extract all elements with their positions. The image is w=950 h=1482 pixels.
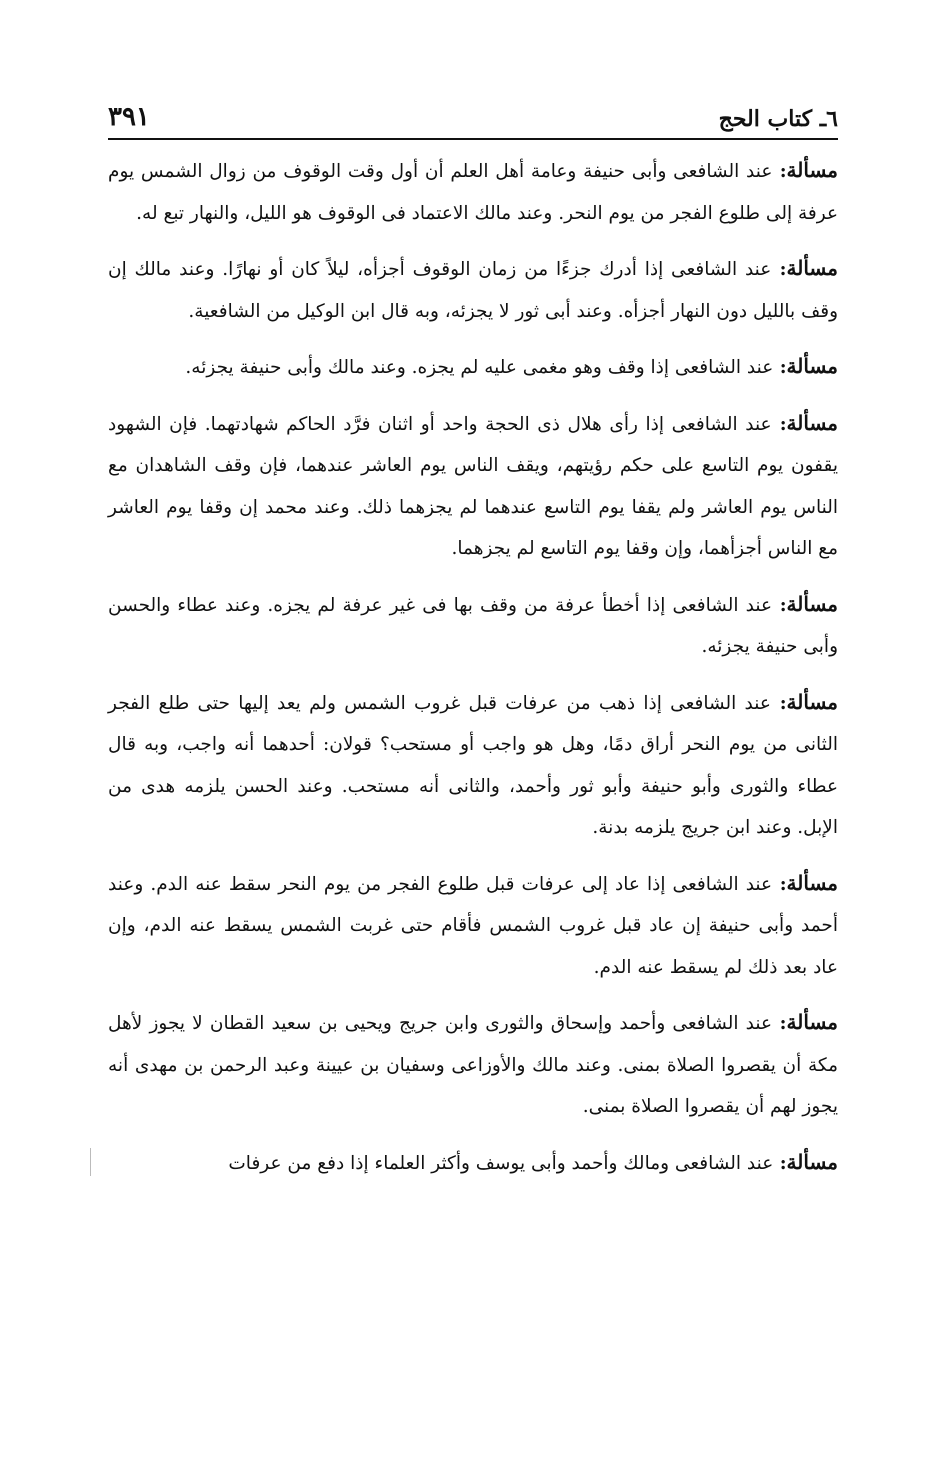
paragraph: مسألة: عند الشافعى إذا أدرك جزءًا من زمان الوقوف أجزأه، ليلاً كان أو نهارًا. وعند مالك إن وقف بالليل دون النهار أجزأه. وعند أبى ثور لا يجزئه، وبه قال ابن الوكيل من الشافعية.	[108, 256, 838, 322]
paragraph: مسألة: عند الشافعى ومالك وأحمد وأبى يوسف وأكثر العلماء إذا دفع من عرفات	[228, 1149, 838, 1174]
paragraph: مسألة: عند الشافعى إذا عاد إلى عرفات قبل طلوع الفجر من يوم النحر سقط عنه الدم. وعند أحمد وأبى حنيفة إن عاد قبل غروب الشمس فأقام حتى غربت الشمس يسقط عنه الدم، وإن عاد بعد ذلك لم يسقط عنه الدم.	[108, 870, 838, 978]
paragraph: مسألة: عند الشافعى إذا رأى هلال ذى الحجة واحد أو اثنان فرَّد الحاكم شهادتهما. فإن الشهود يقفون يوم التاسع على حكم رؤيتهم، ويقف الناس يوم العاشر عندهما، فإن وقف الشاهدان مع الناس يوم العاشر ولم يقفا يوم التاسع عندهما لم يجزهما ذلك. وعند محمد إن وقفا يوم العاشر مع الناس أجزأهما، وإن وقفا يوم التاسع لم يجزهما.	[108, 410, 839, 559]
paragraph-heading: مسألة	[786, 158, 838, 182]
paragraph: مسألة: عند الشافعى إذا أخطأ عرفة من وقف بها فى غير عرفة لم يجزه. وعند عطاء والحسن وأبى حنيفة يجزئه.	[108, 591, 838, 657]
paragraph: مسألة: عند الشافعى إذا وقف وهو مغمى عليه لم يجزه. وعند مالك وأبى حنيفة يجزئه.	[185, 354, 838, 378]
paragraph-text: عند الشافعى إذا ذهب من عرفات قبل غروب الشمس ولم يعد إليها حتى طلع الفجر الثانى من يوم النحر أراق دمًا، وهل هو واجب أو مستحب؟ قولان: أحدهما أنه واجب، وبه قال عطاء والثورى وأبو حنيفة وأبو ثور وأحمد، والثانى أنه مستحب. وعند الحسن يلزمه هدى من الإبل. وعند ابن جريج يلزمه بدنة.	[108, 692, 838, 838]
paragraph: مسألة: عند الشافعى وأبى حنيفة وعامة أهل العلم أن أول وقت الوقوف من زوال الشمس يوم عرفة إلى طلوع الفجر من يوم النحر. وعند مالك الاعتماد فى الوقوف هو الليل، والنهار تبع له.	[108, 158, 838, 224]
header-rule	[108, 138, 838, 140]
paragraph-text: عند الشافعى ومالك وأحمد وأبى يوسف وأكثر العلماء إذا دفع من عرفات	[228, 1152, 774, 1174]
paragraph-text: عند الشافعى إذا عاد إلى عرفات قبل طلوع الفجر من يوم النحر سقط عنه الدم. وعند أحمد وأبى حنيفة إن عاد قبل غروب الشمس فأقام حتى غربت الشمس يسقط عنه الدم، وإن عاد بعد ذلك لم يسقط عنه الدم.	[108, 873, 838, 978]
page-body	[108, 150, 838, 1198]
paragraph-text: عند الشافعى وأحمد وإسحاق والثورى وابن جريج ويحيى بن سعيد القطان لا يجوز لأهل مكة أن يقصروا الصلاة بمنى. وعند مالك والأوزاعى وسفيان بن عيينة وعبد الرحمن بن مهدى أنه يجوز لهم أن يقصروا الصلاة بمنى.	[108, 1013, 838, 1117]
page-header	[108, 92, 838, 132]
paragraph-heading: مسألة	[786, 689, 838, 714]
paragraph-heading: مسألة	[786, 354, 838, 378]
paragraph-heading: مسألة	[786, 410, 839, 435]
paragraph-heading: مسألة	[786, 1149, 838, 1174]
paragraph-text: عند الشافعى إذا وقف وهو مغمى عليه لم يجزه. وعند مالك وأبى حنيفة يجزئه.	[185, 357, 774, 378]
paragraph-text: عند الشافعى إذا أدرك جزءًا من زمان الوقوف أجزأه، ليلاً كان أو نهارًا. وعند مالك إن وقف بالليل دون النهار أجزأه. وعند أبى ثور لا يجزئه، وبه قال ابن الوكيل من الشافعية.	[108, 259, 838, 322]
page-number: ٣٩١	[108, 102, 150, 132]
paragraph-text: عند الشافعى وأبى حنيفة وعامة أهل العلم أن أول وقت الوقوف من زوال الشمس يوم عرفة إلى طلوع الفجر من يوم النحر. وعند مالك الاعتماد فى الوقوف هو الليل، والنهار تبع له.	[108, 161, 838, 224]
paragraph-heading: مسألة	[786, 870, 838, 895]
paragraph-heading: مسألة	[786, 591, 838, 616]
paragraph-text: عند الشافعى إذا رأى هلال ذى الحجة واحد أو اثنان فرَّد الحاكم شهادتهما. فإن الشهود يقفون يوم التاسع على حكم رؤيتهم، ويقف الناس يوم العاشر عندهما، فإن وقف الشاهدان مع الناس يوم العاشر ولم يقفا يوم التاسع عندهما لم يجزهما ذلك. وعند محمد إن وقفا يوم العاشر مع الناس أجزأهما، وإن وقفا يوم التاسع لم يجزهما.	[108, 413, 838, 559]
paragraph-text: عند الشافعى إذا أخطأ عرفة من وقف بها فى غير عرفة لم يجزه. وعند عطاء والحسن وأبى حنيفة يجزئه.	[108, 594, 838, 657]
scan-margin-mark	[90, 1148, 91, 1176]
paragraph-heading: مسألة	[786, 1010, 838, 1034]
paragraph: مسألة: عند الشافعى وأحمد وإسحاق والثورى وابن جريج ويحيى بن سعيد القطان لا يجوز لأهل مكة أن يقصروا الصلاة بمنى. وعند مالك والأوزاعى وسفيان بن عيينة وعبد الرحمن بن مهدى أنه يجوز لهم أن يقصروا الصلاة بمنى.	[108, 1010, 838, 1117]
chapter-title: ٦ـ كتاب الحج	[718, 106, 838, 132]
paragraph-heading: مسألة	[786, 256, 838, 280]
paragraph: مسألة: عند الشافعى إذا ذهب من عرفات قبل غروب الشمس ولم يعد إليها حتى طلع الفجر الثانى من يوم النحر أراق دمًا، وهل هو واجب أو مستحب؟ قولان: أحدهما أنه واجب، وبه قال عطاء والثورى وأبو حنيفة وأبو ثور وأحمد، والثانى أنه مستحب. وعند الحسن يلزمه هدى من الإبل. وعند ابن جريج يلزمه بدنة.	[108, 689, 838, 838]
